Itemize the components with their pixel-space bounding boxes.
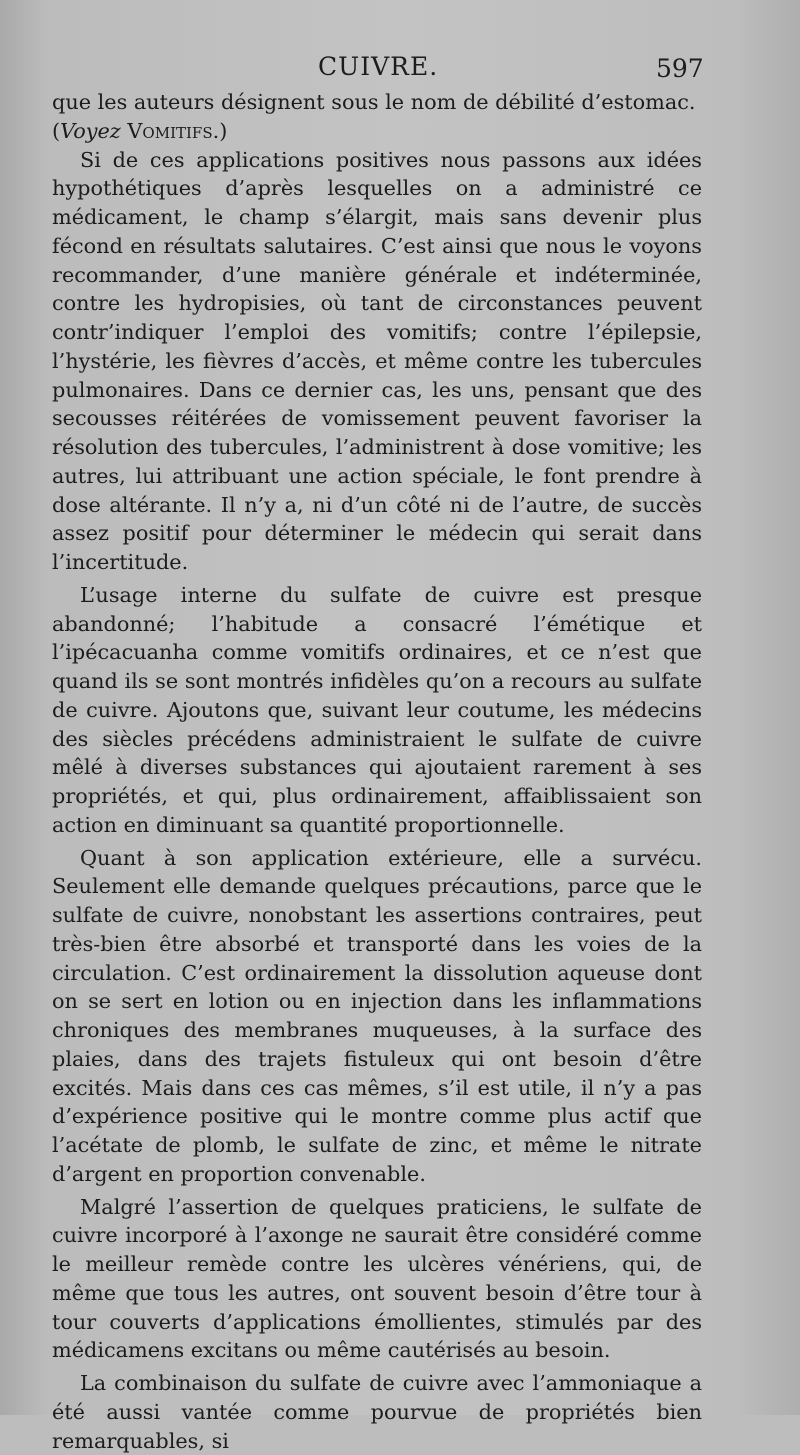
paragraph-continued: que les auteurs désignent sous le nom de débilité d’estomac.: [52, 90, 696, 114]
paragraph-ammonia-combination: La combinaison du sulfate de cuivre avec l’ammoniaque a été aussi vantée comme pourvue de propriétés bien remarquables, si: [52, 1371, 702, 1453]
paragraph-hypothetical-uses: Si de ces applications positives nous passons aux idées hypothétiques d’après lesquelles on a administré ce médicament, le champ s’élargit, mais sans devenir plus fécond en résultats salutaires. C’est ainsi que nous le voyons recommander, d’une manière générale et indéterminée, contre les hydropisies, où tant de circonstances peuvent contr’indiquer l’emploi des vomitifs; contre l’épilepsie, l’hystérie, les fièvres d’accès, et même contre les tubercules pulmonaires. Dans ce dernier cas, les uns, pensant que des secousses réitérées de vomissement peuvent favoriser la résolution des tubercules, l’administrent à dose vomitive; les autres, lui attribuant une action spéciale, le font prendre à dose altérante. Il n’y a, ni d’un côté ni de l’autre, de succès assez positif pour déterminer le médecin qui serait dans l’incertitude.: [52, 147, 702, 574]
ref-target: Vomitifs: [127, 118, 213, 143]
paragraph-venereal-ulcers: Malgré l’assertion de quelques praticiens, le sulfate de cuivre incorporé à l’axonge ne saurait être considéré comme le meilleur remède contre les ulcères vénériens, qui, de même que tous les autres, ont souvent besoin d’être tour à tour couverts d’applications émollientes, stimulés par des médicamens excitans ou même cautérisés au besoin.: [52, 1194, 702, 1363]
ref-open: (: [52, 118, 61, 143]
paragraph-external-application: Quant à son application extérieure, elle a survécu. Seulement elle demande quelques précautions, parce que le sulfate de cuivre, nonobstant les assertions contraires, peut très-bien être absorbé et transporté dans les voies de la circulation. C’est ordinairement la dissolution aqueuse dont on se sert en lotion ou en injection dans les inflammations chroniques des membranes muqueuses, à la surface des plaies, dans des trajets fistuleux qui ont besoin d’être excités. Mais dans ces cas mêmes, s’il est utile, il n’y a pas d’expérience positive qui le montre comme plus actif que l’acétate de plomb, le sulfate de zinc, et même le nitrate d’argent en proportion convenable.: [52, 845, 702, 1186]
running-head: CUIVRE.: [318, 52, 439, 81]
ref-voyez: Voyez: [60, 118, 121, 143]
ref-close: .): [212, 118, 228, 143]
page-number: 597: [656, 54, 704, 83]
body-text: [52, 88, 702, 1455]
paragraph-internal-use: L’usage interne du sulfate de cuivre est presque abandonné; l’habitude a consacré l’émétique et l’ipécacuanha comme vomitifs ordinaires, et ce n’est que quand ils se sont montrés infidèles qu’on a recours au sulfate de cuivre. Ajoutons que, suivant leur coutume, les médecins des siècles précédens administraient le sulfate de cuivre mêlé à diverses substances qui ajoutaient rarement à ses propriétés, et qui, plus ordinairement, affaiblissaient son action en diminuant sa quantité proportionnelle.: [52, 582, 702, 837]
cross-reference: [52, 117, 702, 146]
page-header: [0, 52, 800, 88]
